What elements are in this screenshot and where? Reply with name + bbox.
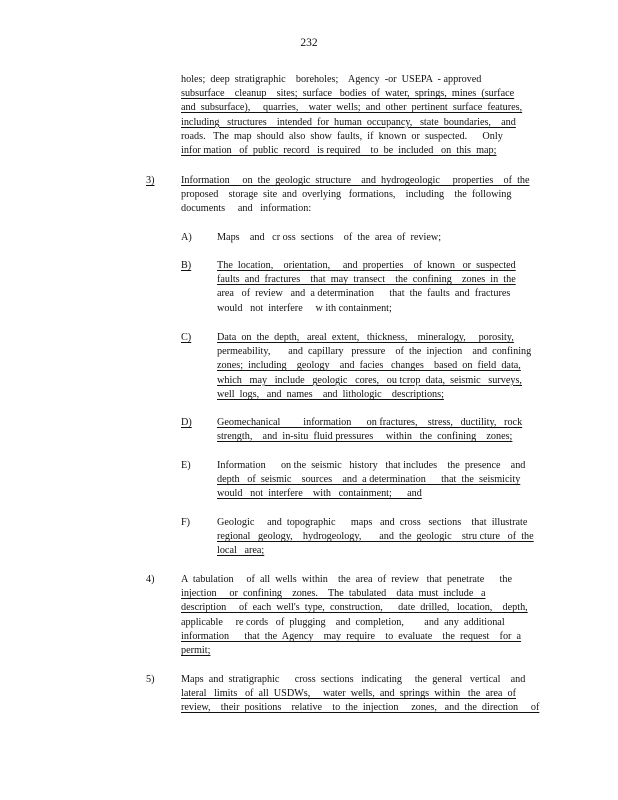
list-item-5 (181, 673, 541, 716)
sub-item-a (217, 231, 541, 245)
line-text: Data on the depth, areal extent, thickness, mineralogy, porosity, (217, 332, 514, 343)
line-text: infor mation of public record is required to be included on this map; (181, 145, 497, 157)
line-text: review, their positions relative to the injection zones, and the direction of (181, 702, 540, 714)
line-text: injection or confining zones. The tabulated data must include a (181, 588, 486, 600)
list-marker: D) (181, 417, 192, 428)
line-text: information that the Agency may require to evaluate the request for a (181, 630, 522, 642)
list-marker: A) (181, 232, 192, 243)
list-marker: E) (181, 460, 191, 471)
text-line (181, 116, 541, 130)
text-line (217, 544, 541, 558)
list-item-4 (181, 573, 541, 658)
line-text: and subsurface), quarries, water wells; and other pertinent surface features, (181, 102, 523, 114)
text-line (217, 530, 541, 544)
line-text: zones; including geology and facies changes based on field data, (217, 360, 521, 372)
list-marker: 3) (146, 175, 155, 186)
text-line (217, 359, 541, 373)
line-text: which may include geologic cores, ou tcrop data, seismic surveys, (217, 374, 522, 386)
text-line (181, 587, 541, 601)
line-text: faults and fractures that may transect the confining zones in the (217, 274, 516, 286)
line-text: subsurface cleanup sites; surface bodies of water, springs, mines (surface (181, 88, 515, 100)
text-line (181, 202, 541, 216)
line-text: would not interfere w ith containment; (217, 302, 392, 314)
line-text: roads. The map should also show faults, if known or suspected. Only (181, 130, 503, 142)
text-line (181, 174, 541, 188)
text-line (217, 416, 541, 430)
sub-item-c (217, 331, 541, 402)
line-text: local area; (217, 545, 265, 557)
text-line (217, 388, 541, 402)
text-line (217, 516, 541, 530)
text-line (217, 287, 541, 301)
text-line (217, 374, 541, 388)
list-marker: B) (181, 260, 192, 271)
continuation-paragraph (181, 73, 541, 158)
line-text: Maps and stratigraphic cross sections indicating the general vertical and (181, 674, 526, 685)
text-line (217, 231, 541, 245)
list-marker: F) (181, 517, 191, 528)
line-text: The location, orientation, and properties of known or suspected (217, 260, 516, 271)
line-text: Geomechanical information on fractures, stress, ductility, rock (217, 417, 523, 428)
text-line (181, 601, 541, 615)
list-item-3 (181, 174, 541, 217)
line-text: area of review and a determination that the faults and fractures (217, 288, 511, 300)
list-marker: 4) (146, 574, 155, 585)
page-number: 232 (300, 37, 318, 49)
text-line (181, 644, 541, 658)
text-line (217, 331, 541, 345)
line-text: description of each well's type, construction, date drilled, location, depth, (181, 602, 528, 614)
text-line (217, 430, 541, 444)
text-line (217, 487, 541, 501)
text-line (181, 101, 541, 115)
line-text: Information on the geologic structure and hydrogeologic properties of the (181, 175, 530, 186)
line-text: Maps and cr oss sections of the area of review; (217, 232, 442, 243)
sub-item-d (217, 416, 541, 444)
line-text: including structures intended for human occupancy, state boundaries, and (181, 116, 516, 128)
text-line (181, 87, 541, 101)
text-line (217, 259, 541, 273)
line-text: strength, and in-situ fluid pressures within the confining zones; (217, 431, 513, 443)
line-text: permeability, and capillary pressure of the injection and confining (217, 346, 532, 358)
line-text: proposed storage site and overlying formations, including the following (181, 189, 512, 201)
line-text: applicable re cords of plugging and completion, and any additional (181, 616, 505, 628)
line-text: would not interfere with containment; and (217, 488, 422, 500)
text-line (181, 573, 541, 587)
list-marker: 5) (146, 674, 155, 685)
text-line (217, 473, 541, 487)
line-text: depth of seismic sources and a determination that the seismicity (217, 474, 521, 486)
list-marker: C) (181, 332, 192, 343)
text-line (217, 302, 541, 316)
sub-item-b (217, 259, 541, 316)
text-line (181, 701, 541, 715)
text-line (217, 345, 541, 359)
line-text: regional geology, hydrogeology, and the geologic stru cture of the (217, 531, 534, 543)
line-text: Geologic and topographic maps and cross sections that illustrate (217, 517, 528, 528)
text-line (181, 73, 541, 87)
sub-item-f (217, 516, 541, 559)
line-text: A tabulation of all wells within the area of review that penetrate the (181, 574, 512, 585)
sub-item-e (217, 459, 541, 502)
text-line (181, 630, 541, 644)
line-text: permit; (181, 645, 211, 657)
text-line (181, 144, 541, 158)
text-line (181, 673, 541, 687)
line-text: holes; deep stratigraphic boreholes; Agency -or USEPA - approved (181, 74, 482, 85)
line-text: lateral limits of all USDWs, water wells, and springs within the area of (181, 688, 516, 700)
line-text: well logs, and names and lithologic descriptions; (217, 388, 444, 400)
line-text: documents and information: (181, 203, 312, 215)
text-line (217, 459, 541, 473)
text-line (181, 188, 541, 202)
text-line (181, 687, 541, 701)
text-line (181, 130, 541, 144)
line-text: Information on the seismic history that includes the presence and (217, 460, 526, 471)
text-line (217, 273, 541, 287)
text-line (181, 616, 541, 630)
